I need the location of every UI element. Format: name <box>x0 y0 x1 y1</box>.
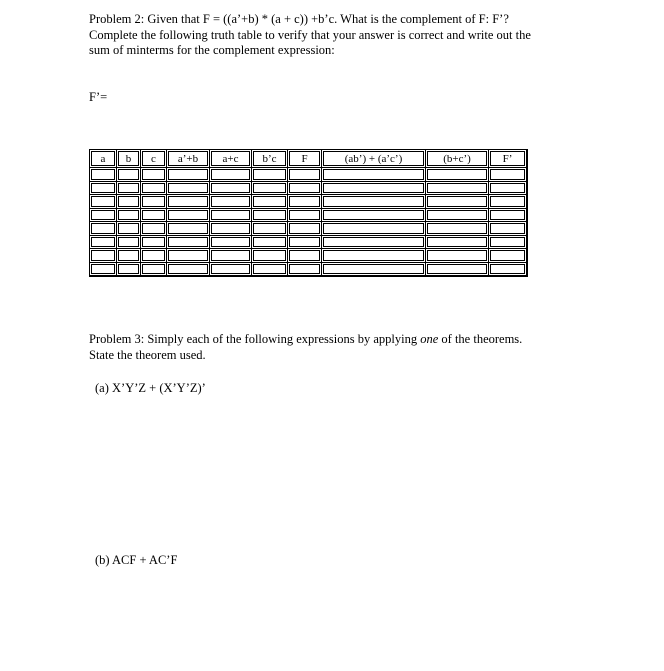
header-complement-sum: (ab’) + (a’c’) <box>322 150 426 168</box>
table-cell <box>252 195 288 209</box>
table-cell <box>210 195 252 209</box>
table-cell <box>117 182 141 196</box>
problem-2-statement <box>89 12 589 59</box>
table-cell <box>117 195 141 209</box>
table-row <box>90 195 527 209</box>
table-row <box>90 222 527 236</box>
table-cell <box>252 249 288 263</box>
table-cell <box>252 263 288 277</box>
table-cell <box>489 263 527 277</box>
table-cell <box>288 168 322 182</box>
truth-table <box>89 149 528 277</box>
table-cell <box>210 182 252 196</box>
table-row <box>90 263 527 277</box>
header-f: F <box>288 150 322 168</box>
table-cell <box>252 209 288 223</box>
problem-2-line-3: sum of minterms for the complement expression: <box>89 43 335 57</box>
problem-3-emphasis: one <box>420 332 439 346</box>
table-cell <box>322 236 426 250</box>
header-a-not-or-b: a’+b <box>167 150 210 168</box>
table-row <box>90 249 527 263</box>
table-cell <box>141 168 167 182</box>
table-cell <box>322 263 426 277</box>
table-cell <box>288 263 322 277</box>
table-cell <box>426 209 489 223</box>
table-cell <box>117 236 141 250</box>
table-cell <box>141 249 167 263</box>
table-cell <box>322 195 426 209</box>
table-cell <box>210 209 252 223</box>
table-cell <box>117 222 141 236</box>
table-cell <box>288 236 322 250</box>
table-cell <box>141 195 167 209</box>
problem-2-line-1: Problem 2: Given that F = ((a’+b) * (a + c)) +b’c. What is the complement of F: F’? <box>89 12 509 26</box>
table-row <box>90 182 527 196</box>
problem-3-part-a: (a) X’Y’Z + (X’Y’Z)’ <box>95 381 206 395</box>
table-cell <box>322 249 426 263</box>
table-cell <box>141 209 167 223</box>
table-cell <box>117 263 141 277</box>
table-cell <box>90 263 117 277</box>
problem-2-line-2: Complete the following truth table to verify that your answer is correct and write out the <box>89 27 531 42</box>
table-row <box>90 168 527 182</box>
table-cell <box>426 168 489 182</box>
table-cell <box>167 249 210 263</box>
header-a-or-c: a+c <box>210 150 252 168</box>
table-cell <box>288 182 322 196</box>
table-cell <box>489 168 527 182</box>
table-cell <box>167 209 210 223</box>
table-cell <box>90 209 117 223</box>
table-cell <box>252 236 288 250</box>
problem-3-line-1-prefix: Problem 3: Simply each of the following expressions by applying <box>89 332 421 346</box>
header-b-or-c-not: (b+c’) <box>426 150 489 168</box>
table-cell <box>167 263 210 277</box>
table-cell <box>426 263 489 277</box>
table-cell <box>141 236 167 250</box>
table-cell <box>167 195 210 209</box>
table-cell <box>252 168 288 182</box>
table-row <box>90 209 527 223</box>
table-cell <box>322 168 426 182</box>
truth-table-header-row <box>90 150 527 168</box>
problem-3-line-2: State the theorem used. <box>89 348 206 362</box>
problem-3-statement <box>89 331 522 363</box>
table-cell <box>426 182 489 196</box>
table-cell <box>117 209 141 223</box>
table-cell <box>288 249 322 263</box>
problem-3-line-1 <box>89 331 522 347</box>
table-cell <box>90 168 117 182</box>
header-c: c <box>141 150 167 168</box>
table-cell <box>210 249 252 263</box>
header-f-prime: F’ <box>489 150 527 168</box>
table-cell <box>426 236 489 250</box>
table-cell <box>252 182 288 196</box>
header-b-not-c: b’c <box>252 150 288 168</box>
table-cell <box>167 222 210 236</box>
table-cell <box>210 236 252 250</box>
table-cell <box>489 222 527 236</box>
table-cell <box>141 263 167 277</box>
table-cell <box>90 249 117 263</box>
table-cell <box>489 236 527 250</box>
table-row <box>90 236 527 250</box>
table-cell <box>210 168 252 182</box>
table-cell <box>489 209 527 223</box>
table-cell <box>141 182 167 196</box>
table-cell <box>426 222 489 236</box>
table-cell <box>210 263 252 277</box>
fprime-answer-label: F’= <box>89 90 108 104</box>
table-cell <box>322 209 426 223</box>
table-cell <box>90 236 117 250</box>
table-cell <box>167 236 210 250</box>
table-cell <box>141 222 167 236</box>
table-cell <box>117 168 141 182</box>
table-cell <box>288 222 322 236</box>
table-cell <box>210 222 252 236</box>
table-cell <box>288 195 322 209</box>
table-cell <box>426 195 489 209</box>
table-cell <box>167 168 210 182</box>
table-cell <box>322 182 426 196</box>
table-cell <box>90 222 117 236</box>
table-cell <box>489 195 527 209</box>
table-cell <box>322 222 426 236</box>
table-cell <box>90 182 117 196</box>
table-cell <box>117 249 141 263</box>
problem-3-line-1-suffix: of the theorems. <box>438 332 523 346</box>
table-cell <box>90 195 117 209</box>
header-b: b <box>117 150 141 168</box>
problem-3-part-b: (b) ACF + AC’F <box>95 553 178 567</box>
table-cell <box>489 182 527 196</box>
header-a: a <box>90 150 117 168</box>
table-cell <box>252 222 288 236</box>
table-cell <box>489 249 527 263</box>
table-cell <box>426 249 489 263</box>
table-cell <box>167 182 210 196</box>
table-cell <box>288 209 322 223</box>
